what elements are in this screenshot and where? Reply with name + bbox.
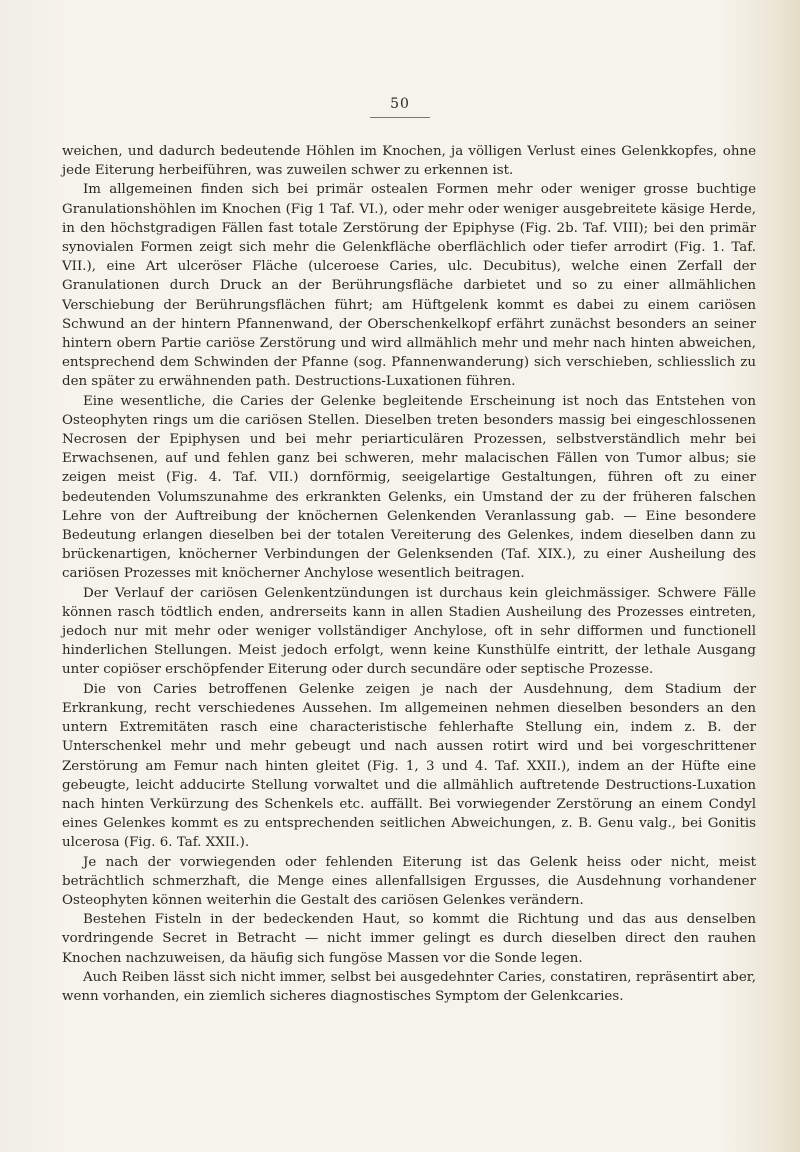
page-number: 50 <box>390 96 410 112</box>
body-text <box>62 142 756 1006</box>
paragraph: Im allgemeinen finden sich bei primär ostealen Formen mehr oder weniger grosse buchtige Granulationshöhlen im Knochen (Fig 1 Taf. VI.), oder mehr oder weniger ausgebreitete käsige Herde, in den höchstgradigen Fällen fast totale Zerstörung der Epiphyse (Fig. 2b. Taf. VIII); bei den primär synovialen Formen zeigt sich mehr die Gelenkfläche oberflächlich oder tiefer arrodirt (Fig. 1. Taf. VII.), eine Art ulceröser Fläche (ulceroese Caries, ulc. Decubitus), welche einen Zerfall der Granulationen durch Druck an der Berührungsfläche darbietet und so zu einer allmählichen Verschiebung der Berührungsflächen führt; am Hüftgelenk kommt es dabei zu einem cariösen Schwund an der hintern Pfannenwand, der Oberschenkelkopf erfährt zunächst besonders an seiner hintern obern Partie cariöse Zerstörung und wird allmählich mehr und mehr nach hinten abweichen, entsprechend dem Schwinden der Pfanne (sog. Pfannenwanderung) sich verschieben, schliesslich zu den später zu erwähnenden path. Destructions-Luxationen führen. <box>62 182 756 390</box>
paragraph: weichen, und dadurch bedeutende Höhlen im Knochen, ja völligen Verlust eines Gelenkkopfes, ohne jede Eiterung herbeiführen, was zuweilen schwer zu erkennen ist. <box>62 144 756 179</box>
paragraph: Je nach der vorwiegenden oder fehlenden Eiterung ist das Gelenk heiss oder nicht, meist beträchtlich schmerzhaft, die Menge eines allenfallsigen Ergusses, die Ausdehnung vorhandener Osteophyten können weiterhin die Gestalt des cariösen Gelenkes verändern. <box>62 854 756 908</box>
paragraph: Die von Caries betroffenen Gelenke zeigen je nach der Ausdehnung, dem Stadium der Erkrankung, recht verschiedenes Aussehen. Im allgemeinen nehmen dieselben besonders an den untern Extremitäten rasch eine characteristische fehlerhafte Stellung ein, indem z. B. der Unterschenkel mehr und mehr gebeugt und nach aussen rotirt wird und bei vorgeschrittener Zerstörung am Femur nach hinten gleitet (Fig. 1, 3 und 4. Taf. XXII.), indem an der Hüfte eine gebeugte, leicht adducirte Stellung vorwaltet und die allmählich auftretende Destructions-Luxation nach hinten Verkürzung des Schenkels etc. auffällt. Bei vorwiegender Zerstörung an einem Condyl eines Gelenkes kommt es zu entsprechenden seitlichen Abweichungen, z. B. Genu valg., bei Gonitis ulcerosa (Fig. 6. Taf. XXII.). <box>62 681 756 851</box>
paragraph: Auch Reiben lässt sich nicht immer, selbst bei ausgedehnter Caries, constatiren, repräsentirt aber, wenn vorhanden, ein ziemlich sicheres diagnostisches Symptom der Gelenkcaries. <box>62 969 756 1004</box>
paragraph: Der Verlauf der cariösen Gelenkentzündungen ist durchaus kein gleichmässiger. Schwere Fälle können rasch tödtlich enden, andrerseits kann in allen Stadien Ausheilung des Prozesses eintreten, jedoch nur mit mehr oder weniger vollständiger Anchylose, oft in sehr difformen und functionell hinderlichen Stellungen. Meist jedoch erfolgt, wenn keine Kunsthülfe eintritt, der lethale Ausgang unter copiöser erschöpfender Eiterung oder durch secundäre oder septische Prozesse. <box>62 585 756 678</box>
paragraph: Bestehen Fisteln in der bedeckenden Haut, so kommt die Richtung und das aus denselben vordringende Secret in Betracht — nicht immer gelingt es durch dieselben direct den rauhen Knochen nachzuweisen, da häufig sich fungöse Massen vor die Sonde legen. <box>62 912 756 966</box>
page-number-rule <box>370 117 430 118</box>
paragraph: Eine wesentliche, die Caries der Gelenke begleitende Erscheinung ist noch das Entstehen von Osteophyten rings um die cariösen Stellen. Dieselben treten besonders massig bei eingeschlossenen Necrosen der Epiphysen und bei mehr periarticulären Prozessen, selbstverständlich mehr bei Erwachsenen, auf und fehlen ganz bei schweren, mehr malacischen Fällen von Tumor albus; sie zeigen meist (Fig. 4. Taf. VII.) dornförmig, seeigelartige Gestaltungen, führen oft zu einer bedeutenden Volumszunahme des erkrankten Gelenks, ein Umstand der zu der früheren falschen Lehre von der Auftreibung der knöchernen Gelenkenden Veranlassung gab. — Eine besondere Bedeutung erlangen dieselben bei der totalen Vereiterung des Gelenkes, indem dieselben dann zu brückenartigen, knöcherner Verbindungen der Gelenksenden (Taf. XIX.), zu einer Ausheilung des cariösen Prozesses mit knöcherner Anchylose wesentlich beitragen. <box>62 393 756 582</box>
